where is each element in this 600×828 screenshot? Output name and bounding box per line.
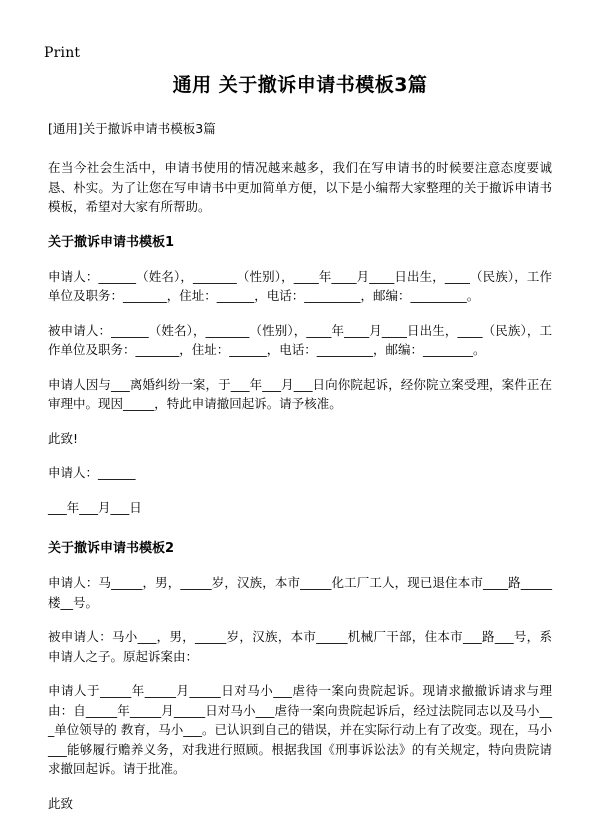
section-1-applicant-line: 申请人：______（姓名），_______（性别），____年____月____日出生，____（民族），工作单位及职务：_______，住址：______，电话：_________，邮编：_________。 <box>48 268 552 303</box>
page-title: 通用 关于撤诉申请书模板3篇 <box>172 74 428 96</box>
section-2-closing: 此致 <box>48 795 74 811</box>
intro-paragraph: 在当今社会生活中，申请书使用的情况越来越多，我们在写申请书的时候要注意态度要诚恳、朴实。为了让您在写申请书中更加简单方便，以下是小编帮大家整理的关于撤诉申请书模板，希望对大家有所帮助。 <box>48 160 552 214</box>
section-1-date-line: ___年___月___日 <box>48 499 142 515</box>
section-2-body: 申请人于_____年_____月_____日对马小___虐待一案向贵院起诉。现请求撤撤诉请求与理由：自_____年_____月_____日对马小___虐待一案向贵院起诉后，经过法院同志以及马小___单位领导的 教育，马小___。已认识到自己的错误，并在实际行动上有了改变。现在，马小___能够履行赡养义务，对我进行照顾。根据我国《刑事诉讼法》的有关规定，特向贵院请求撤回起诉。请于批准。 <box>48 683 552 776</box>
section-1-respondent-line: 被申请人：______（姓名），_______（性别），____年____月____日出生，____（民族），工作单位及职务：_______，住址：______，电话：_________，邮编：________。 <box>48 322 552 357</box>
document-content <box>48 72 552 828</box>
section-1-body: 申请人因与___离婚纠纷一案，于___年___月___日向你院起诉，经你院立案受理，案件正在审理中。现因_____，特此申请撤回起诉。请予核准。 <box>48 376 552 411</box>
document-subtitle: [通用]关于撤诉申请书模板3篇 <box>48 121 216 136</box>
section-2-respondent-line: 被申请人：马小___，男，_____岁，汉族，本市_____机械厂干部，住本市___路___号，系申请人之子。原起诉案由： <box>48 629 552 664</box>
section-1-signature: 申请人：______ <box>48 465 136 480</box>
section-heading-2: 关于撤诉申请书模板2 <box>48 541 175 556</box>
section-2-applicant-line: 申请人：马_____，男，_____岁，汉族，本市_____化工厂工人，现已退住本市____路_____楼__号。 <box>48 575 552 610</box>
print-link[interactable]: Print <box>44 45 81 61</box>
section-heading-1: 关于撤诉申请书模板1 <box>48 234 175 250</box>
section-1-closing: 此致! <box>48 430 79 446</box>
